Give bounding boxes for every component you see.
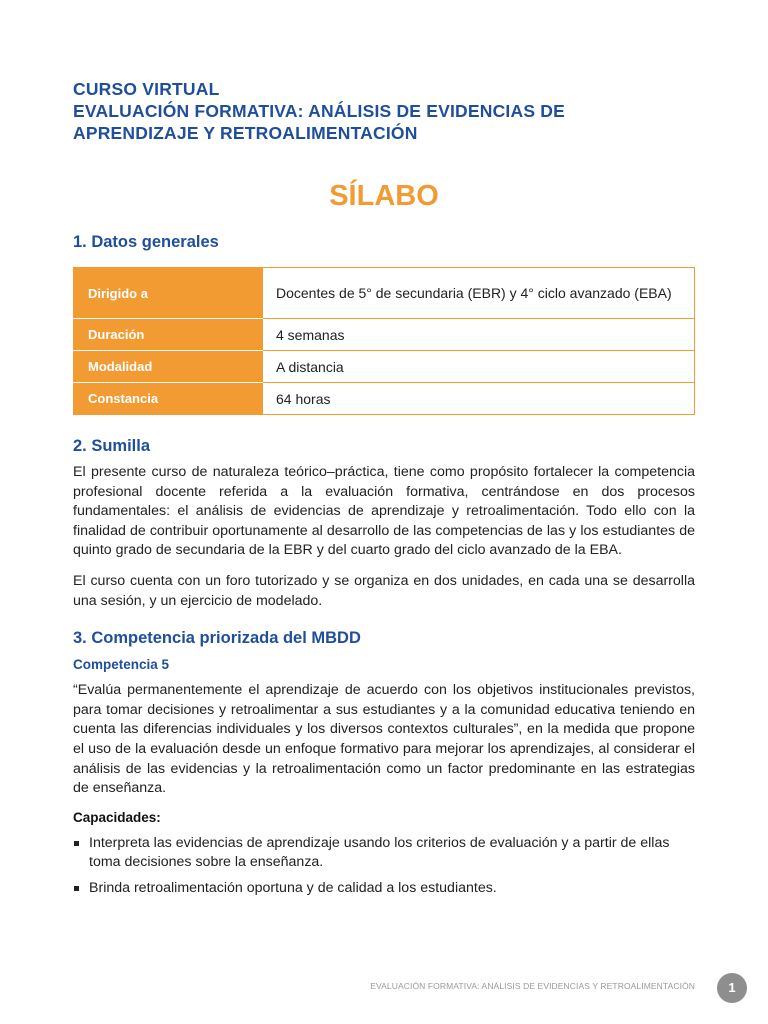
header-line-3: APRENDIZAJE Y RETROALIMENTACIÓN	[73, 123, 418, 143]
table-value-cell: Docentes de 5° de secundaria (EBR) y 4° ciclo avanzado (EBA)	[263, 268, 695, 319]
capacidades-list	[73, 834, 695, 899]
table-key-cell: Modalidad	[74, 351, 263, 383]
header-line-1: CURSO VIRTUAL	[73, 79, 220, 99]
course-header	[73, 78, 695, 144]
section-heading-competencia: 3. Competencia priorizada del MBDD	[73, 629, 361, 648]
table-key-cell: Dirigido a	[74, 268, 263, 319]
capacidades-title: Capacidades:	[73, 809, 161, 825]
footer-running-title: EVALUACIÓN FORMATIVA: ANÁLISIS DE EVIDENCIAS Y RETROALIMENTACIÓN	[370, 981, 695, 991]
sumilla-paragraph-1: El presente curso de naturaleza teórico–práctica, tiene como propósito fortalecer la competencia profesional docente referida a la evaluación formativa, centrándose en dos procesos fundamentales: el análisis de evidencias de aprendizaje y retroalimentación. Todo ello con la finalidad de contribuir oportunamente al desarrollo de las competencias de las y los estudiantes de quinto grado de secundaria de la EBR y del cuarto grado del ciclo avanzado de la EBA.	[73, 464, 695, 559]
list-item-text: Brinda retroalimentación oportuna y de calidad a los estudiantes.	[89, 879, 497, 896]
table-row	[74, 319, 695, 351]
document-page	[73, 78, 695, 905]
table-row	[74, 351, 695, 383]
sumilla-paragraph-2: El curso cuenta con un foro tutorizado y se organiza en dos unidades, en cada una se desarrolla una sesión, y un ejercicio de modelado.	[73, 572, 695, 609]
document-title: SÍLABO	[329, 180, 439, 212]
table-value-cell: A distancia	[263, 351, 695, 383]
list-item	[73, 879, 695, 899]
section-heading-datos-generales: 1. Datos generales	[73, 233, 219, 251]
section-heading-sumilla: 2. Sumilla	[73, 437, 151, 455]
table-value-cell: 64 horas	[263, 383, 695, 415]
competencia-quote: “Evalúa permanentemente el aprendizaje de acuerdo con los objetivos institucionales previstos, para tomar decisiones y retroalimentar a sus estudiantes y a la comunidad educativa teniendo en cuenta las diferencias individuales y los diversos contextos culturales”, en la medida que propone el uso de la evaluación desde un enfoque formativo para mejorar los aprendizajes, al considerar el análisis de las evidencias y la retroalimentación como un factor predominante en las estrategias de enseñanza.	[73, 682, 695, 797]
list-item	[73, 834, 695, 873]
table-row	[74, 383, 695, 415]
table-key-cell: Duración	[74, 319, 263, 351]
competencia-subheading: Competencia 5	[73, 657, 170, 673]
datos-generales-table	[73, 267, 695, 415]
table-key-cell: Constancia	[74, 383, 263, 415]
page-number-badge: 1	[717, 973, 747, 1003]
square-bullet-icon	[74, 841, 79, 846]
header-line-2: EVALUACIÓN FORMATIVA: ANÁLISIS DE EVIDENCIAS DE	[73, 101, 565, 121]
list-item-text: Interpreta las evidencias de aprendizaje usando los criterios de evaluación y a partir de ellas toma decisiones sobre la enseñanza.	[89, 834, 670, 871]
table-row	[74, 268, 695, 319]
square-bullet-icon	[74, 886, 79, 891]
table-value-cell: 4 semanas	[263, 319, 695, 351]
